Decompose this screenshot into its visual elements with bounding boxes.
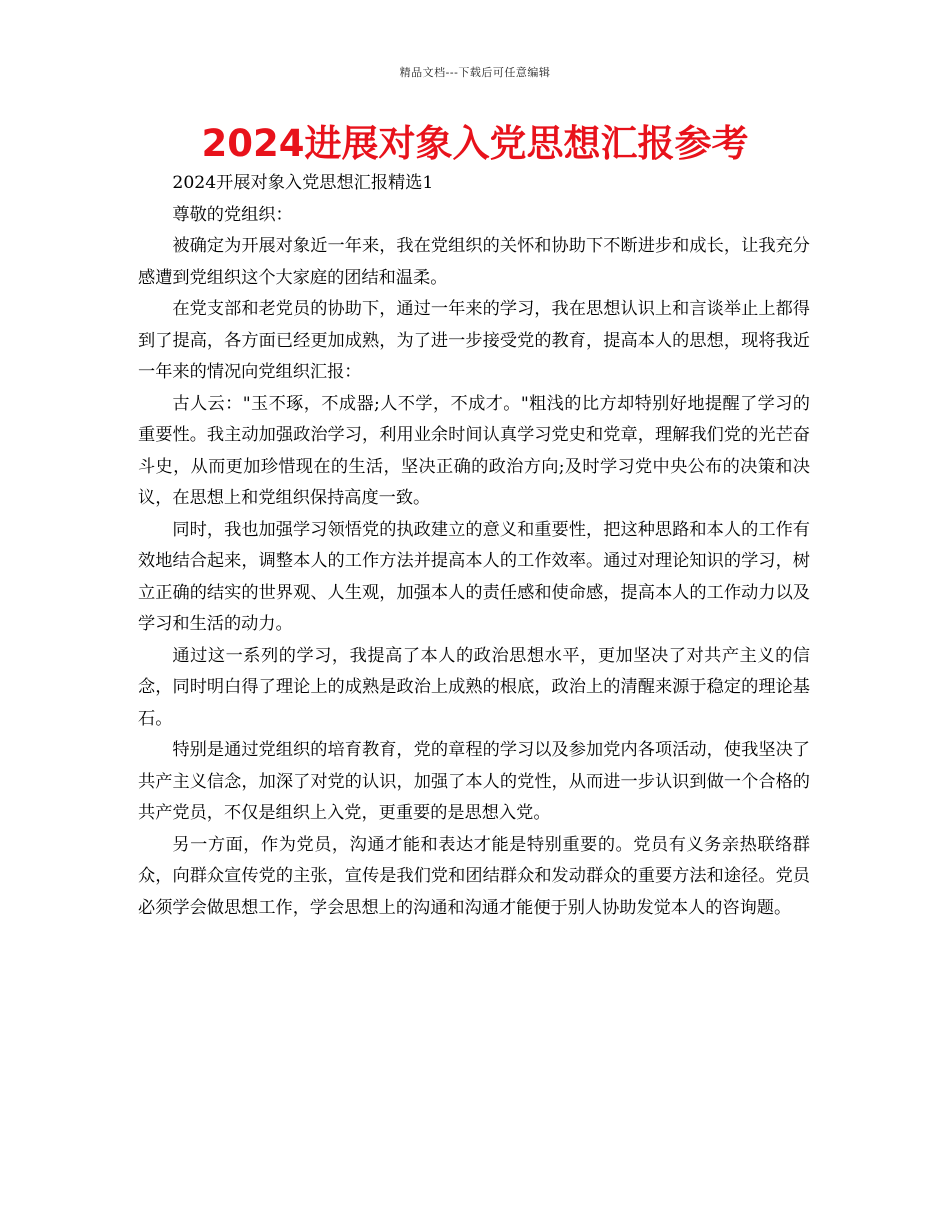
document-title: 2024进展对象入党思想汇报参考 [201, 122, 749, 165]
document-body [138, 168, 810, 924]
body-paragraph: 通过这一系列的学习，我提高了本人的政治思想水平，更加坚决了对共产主义的信念，同时明白得了理论上的成熟是政治上成熟的根底，政治上的清醒来源于稳定的理论基石。 [138, 645, 810, 729]
body-paragraph: 古人云："玉不琢，不成器;人不学，不成才。"粗浅的比方却特别好地提醒了学习的重要性。我主动加强政治学习，利用业余时间认真学习党史和党章，理解我们党的光芒奋斗史，从而更加珍惜现在的生活，坚决正确的政治方向;及时学习党中央公布的决策和决议，在思想上和党组织保持高度一致。 [138, 393, 810, 508]
body-paragraph: 另一方面，作为党员，沟通才能和表达才能是特别重要的。党员有义务亲热联络群众，向群众宣传党的主张，宣传是我们党和团结群众和发动群众的重要方法和途径。党员必须学会做思想工作，学会思想上的沟通和沟通才能便于别人协助发觉本人的咨询题。 [138, 834, 810, 918]
body-paragraph: 同时，我也加强学习领悟党的执政建立的意义和重要性，把这种思路和本人的工作有效地结合起来，调整本人的工作方法并提高本人的工作效率。通过对理论知识的学习，树立正确的结实的世界观、人生观，加强本人的责任感和使命感，提高本人的工作动力以及学习和生活的动力。 [138, 519, 810, 634]
salutation-paragraph: 尊敬的党组织： [172, 204, 293, 225]
body-paragraph: 特别是通过党组织的培育教育，党的章程的学习以及参加党内各项活动，使我坚决了共产主义信念，加深了对党的认识，加强了本人的党性，从而进一步认识到做一个合格的共产党员，不仅是组织上入党，更重要的是思想入党。 [138, 740, 810, 823]
header-note: 精品文档---下载后可任意编辑 [399, 66, 551, 79]
body-paragraph: 被确定为开展对象近一年来，我在党组织的关怀和协助下不断进步和成长，让我充分感遭到党组织这个大家庭的团结和温柔。 [138, 236, 810, 288]
subtitle-paragraph: 2024开展对象入党思想汇报精选1 [172, 173, 434, 193]
body-paragraph: 在党支部和老党员的协助下，通过一年来的学习，我在思想认识上和言谈举止上都得到了提高，各方面已经更加成熟，为了进一步接受党的教育，提高本人的思想，现将我近一年来的情况向党组织汇报： [138, 299, 810, 382]
